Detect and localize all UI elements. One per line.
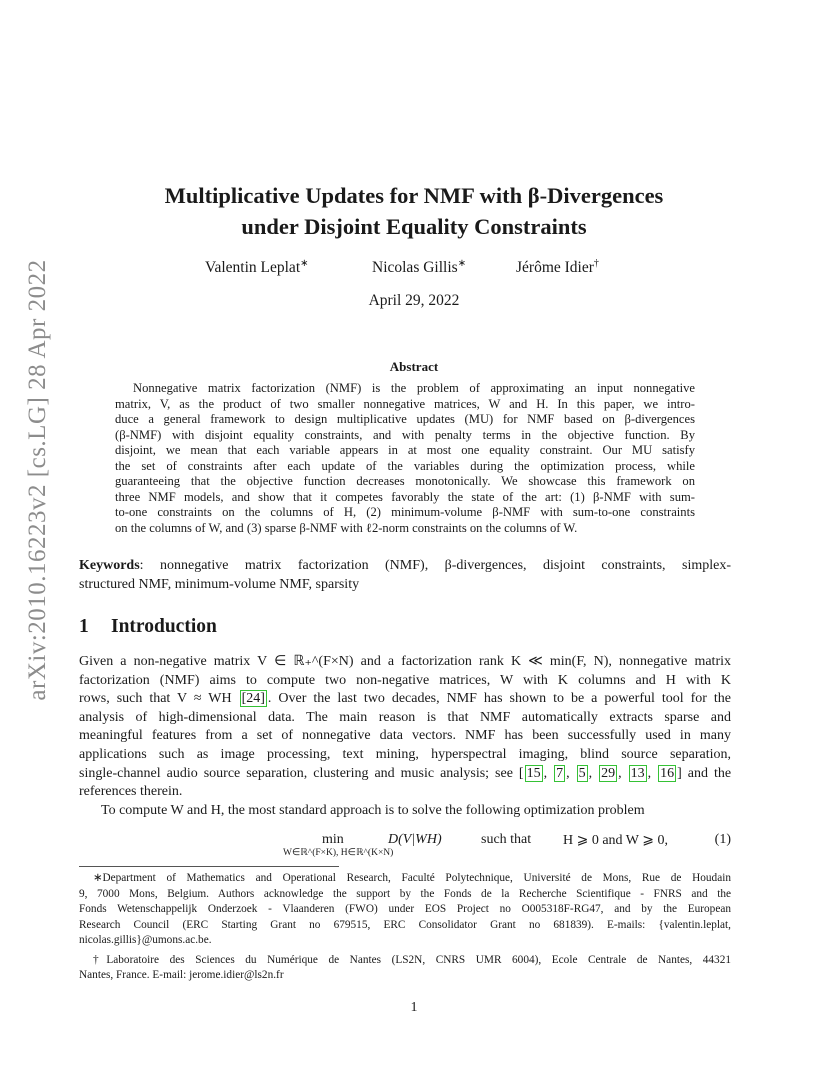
intro-line: Given a non-negative matrix V ∈ ℝ₊^(F×N) and a factorization rank K ≪ min(F, N), nonnegative matrix xyxy=(79,654,731,669)
footnote-1-line: Research Council (ERC Starting Grant no 679515, ERC Consolidator Grant no 681839). E-mails: {valentin.leplat, xyxy=(79,918,731,931)
citation-link[interactable]: 15 xyxy=(526,765,541,781)
equation-subscript: W∈ℝ^(F×K), H∈ℝ^(K×N) xyxy=(283,848,394,858)
publication-date: April 29, 2022 xyxy=(368,292,460,309)
citation-link[interactable]: 13 xyxy=(630,765,645,781)
intro-line: meaningful features from a set of nonnegative data vectors. NMF has been successfully used in many xyxy=(79,728,731,744)
author-list xyxy=(0,258,828,280)
abstract-line: Nonnegative matrix factorization (NMF) is the problem of approximating an input nonnegative xyxy=(133,381,695,395)
keywords-line-2: structured NMF, minimum-volume NMF, sparsity xyxy=(79,577,360,592)
abstract-line: the set of constraints after each update of the variables during the optimization process, while xyxy=(115,458,695,473)
citation-link[interactable]: 29 xyxy=(601,765,616,781)
author-2: Nicolas Gillis∗ xyxy=(372,258,467,277)
intro-line: rows, such that V ≈ WH [24] . Over the last two decades, NMF has shown to be a powerful tool for the xyxy=(79,691,731,707)
abstract-line: matrix, V, as the product of two smaller nonnegative matrices, W and H. In this paper, we intro- xyxy=(115,396,695,411)
equation-such-that: such that xyxy=(481,832,532,847)
page-number: 1 xyxy=(410,1000,418,1015)
keywords-label: Keywords xyxy=(79,558,140,573)
citation-link[interactable]: 7 xyxy=(556,765,564,781)
section-heading xyxy=(79,616,217,638)
intro-line: applications such as image processing, text mining, hyperspectral imaging, blind source separation, xyxy=(79,746,731,762)
citation-link[interactable]: 5 xyxy=(578,765,586,781)
abstract-line: disjoint, we mean that each variable appears in at most one equality constraint. Our MU satisfy xyxy=(115,443,695,457)
keywords-block xyxy=(79,556,731,594)
author-3: Jérôme Idier† xyxy=(516,258,599,277)
abstract-line: to-one constraints on the columns of H, (2) minimum-volume β-NMF with sum-to-one constraints xyxy=(115,505,695,519)
section-title: Introduction xyxy=(111,616,217,637)
introduction-text xyxy=(79,653,731,820)
paper-title xyxy=(79,180,749,242)
abstract-body xyxy=(115,381,695,536)
equation-min: min xyxy=(322,832,344,847)
section-number: 1 xyxy=(79,616,89,637)
equation-1 xyxy=(79,829,731,861)
abstract-line: on the columns of W, and (3) sparse β-NMF with ℓ2-norm constraints on the columns of W. xyxy=(115,520,578,535)
intro-line: To compute W and H, the most standard approach is to solve the following optimization problem xyxy=(101,802,645,818)
intro-line: factorization (NMF) aims to compute two non-negative matrices, W with K columns and H with K xyxy=(79,672,731,688)
author-1: Valentin Leplat∗ xyxy=(205,258,309,277)
footnote-1-line: ∗Department of Mathematics and Operational Research, Faculté Polytechnique, Université de Mons, Rue de Houdain xyxy=(93,872,731,884)
citation-link[interactable]: 16 xyxy=(660,765,675,781)
intro-line: analysis of high-dimensional data. The main reason is that NMF automatically extracts sparse and xyxy=(79,709,731,725)
equation-number: (1) xyxy=(714,832,731,847)
equation-constraint: H ⩾ 0 and W ⩾ 0, xyxy=(563,833,668,848)
footnote-1-line: Fonds Wetenschappelijk Onderzoek - Vlaanderen (FWO) under EOS Project no O005318F-RG47, and by the European xyxy=(79,903,731,915)
title-line-2: under Disjoint Equality Constraints xyxy=(241,214,587,239)
title-line-1: Multiplicative Updates for NMF with β-Divergences xyxy=(164,183,664,208)
abstract-line: (β-NMF) with disjoint equality constraints, and with penalty terms in the objective function. By xyxy=(115,427,695,442)
footnote-1-line: 9, 7000 Mons, Belgium. Authors acknowledge the support by the Fonds de la Recherche Scientifique - FNRS and the xyxy=(79,887,731,900)
arxiv-identifier: arXiv:2010.16223v2 [cs.LG] 28 Apr 2022 xyxy=(24,259,51,701)
footnotes xyxy=(79,871,731,984)
abstract-line: guaranteeing that the objective function decreases monotonically. We showcase this framework on xyxy=(115,474,695,488)
footnote-2-line: Nantes, France. E-mail: jerome.idier@ls2n.fr xyxy=(79,969,284,981)
abstract-line: three NMF models, and show that it competes favorably the state of the art: (1) β-NMF with sum- xyxy=(115,489,695,504)
intro-line: single-channel audio source separation, clustering and music analysis; see [ 15 , 7 , 5 , 29 , 13 , 16 ] and the xyxy=(79,765,732,781)
keywords-line-1: Keywords: nonnegative matrix factorization (NMF), β-divergences, disjoint constraints, simplex- xyxy=(79,558,731,573)
abstract-heading: Abstract xyxy=(389,359,439,374)
equation-objective: D(V|WH) xyxy=(388,832,442,847)
footnote-rule xyxy=(79,866,339,867)
intro-line: references therein. xyxy=(79,784,183,800)
abstract-line: duce a general framework to design multiplicative updates (MU) for NMF based on β-divergences xyxy=(115,412,695,426)
footnote-1-line: nicolas.gillis}@umons.ac.be. xyxy=(79,934,212,946)
footnote-2-line: †Laboratoire des Sciences du Numérique de Nantes (LS2N, CNRS UMR 6004), Ecole Centrale de Nantes, 44321 xyxy=(93,953,731,966)
citation-link-24[interactable]: [24] xyxy=(241,691,265,707)
